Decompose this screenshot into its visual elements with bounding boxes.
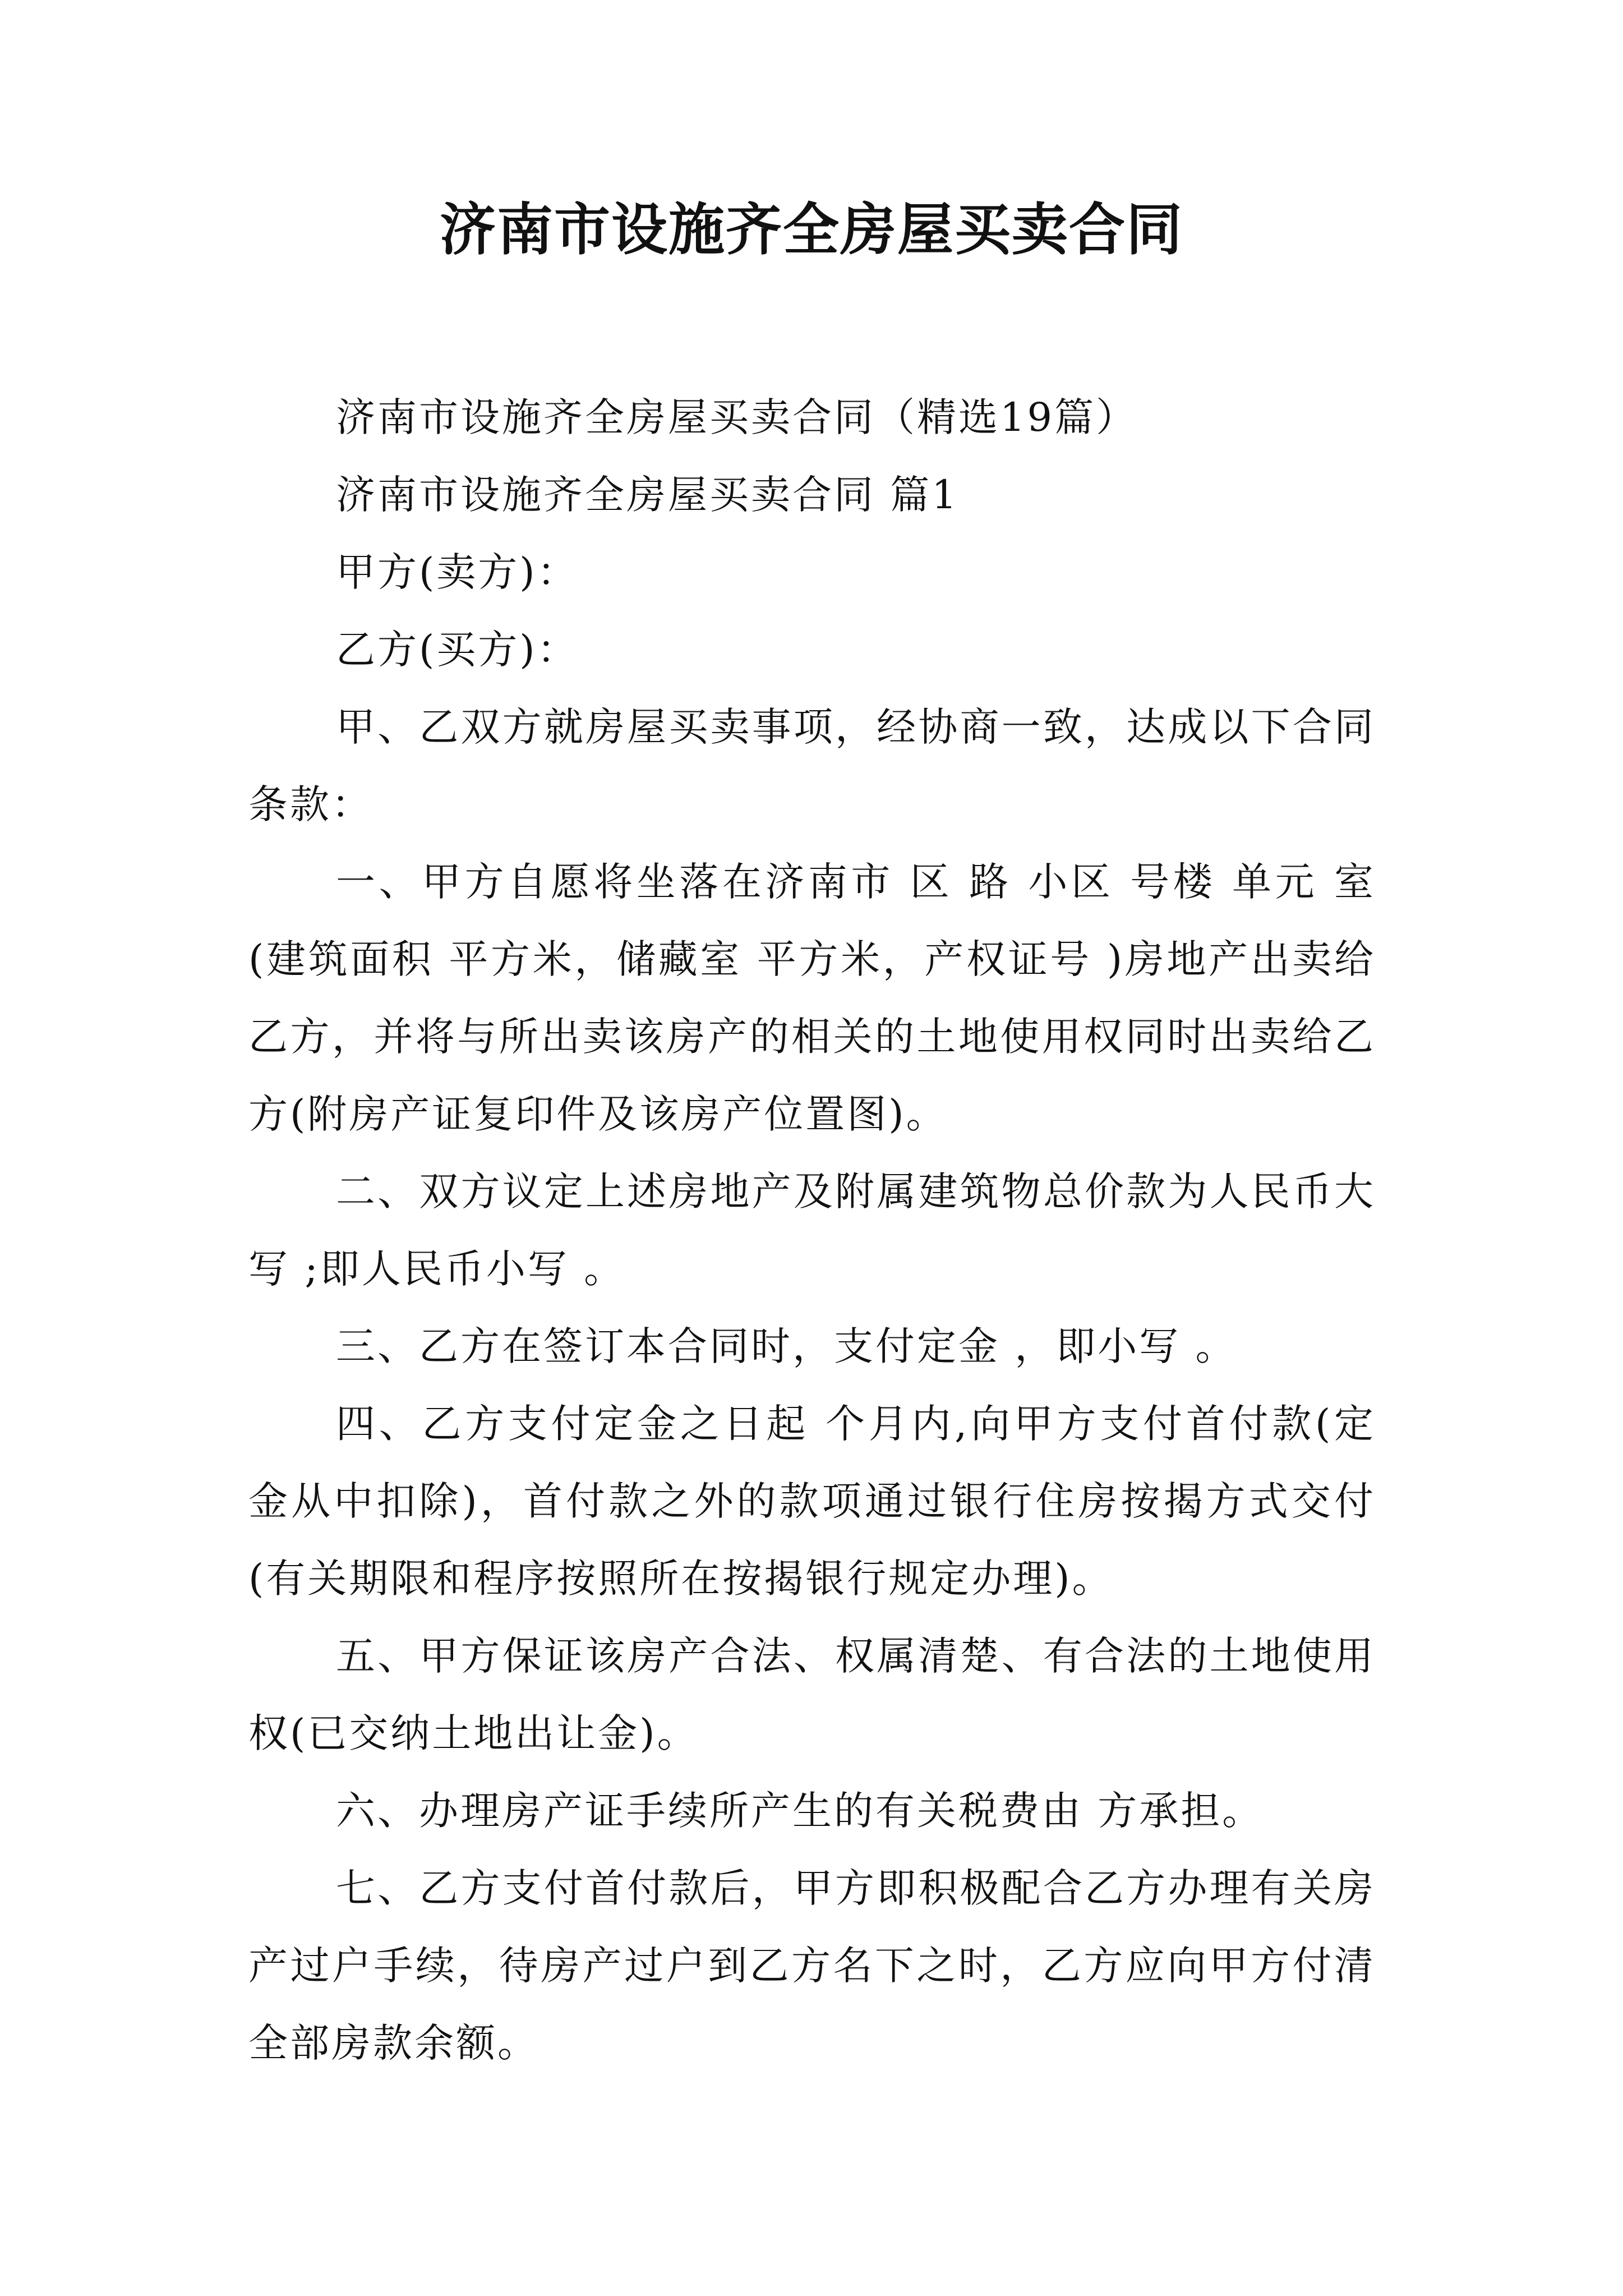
document-body <box>248 379 1376 2082</box>
paragraph-clause-5: 五、甲方保证该房产合法、权属清楚、有合法的土地使用权(已交纳土地出让金)。 <box>248 1633 1376 1756</box>
paragraph-preamble: 甲、乙双方就房屋买卖事项，经协商一致，达成以下合同条款： <box>248 704 1376 827</box>
paragraph-clause-2: 二、双方议定上述房地产及附属建筑物总价款为人民币大写 ;即人民币小写 。 <box>248 1168 1376 1292</box>
paragraph-clause-1: 一、甲方自愿将坐落在济南市 区 路 小区 号楼 单元 室(建筑面积 平方米，储藏室 平方米，产权证号 )房地产出卖给乙方，并将与所出卖该房产的相关的土地使用权同时出卖给乙方(附房产证复印件及该房产位置图)。 <box>248 859 1376 1137</box>
paragraph-party-a: 甲方(卖方)： <box>336 549 579 595</box>
paragraph-clause-6: 六、办理房产证手续所产生的有关税费由 方承担。 <box>336 1788 1264 1834</box>
paragraph-party-b: 乙方(买方)： <box>336 627 579 673</box>
paragraph-clause-4: 四、乙方支付定金之日起 个月内,向甲方支付首付款(定金从中扣除)，首付款之外的款项通过银行住房按揭方式交付(有关期限和程序按照所在按揭银行规定办理)。 <box>248 1401 1376 1602</box>
paragraph-clause-7: 七、乙方支付首付款后，甲方即积极配合乙方办理有关房产过户手续，待房产过户到乙方名下之时，乙方应向甲方付清全部房款余额。 <box>248 1865 1376 2066</box>
paragraph-clause-3: 三、乙方在签订本合同时，支付定金 ，即小写 。 <box>336 1323 1237 1369</box>
paragraph-section-heading: 济南市设施齐全房屋买卖合同 篇1 <box>336 472 959 518</box>
paragraph-subtitle: 济南市设施齐全房屋买卖合同（精选19篇） <box>336 394 1138 440</box>
document-title: 济南市设施齐全房屋买卖合同 <box>440 197 1183 263</box>
